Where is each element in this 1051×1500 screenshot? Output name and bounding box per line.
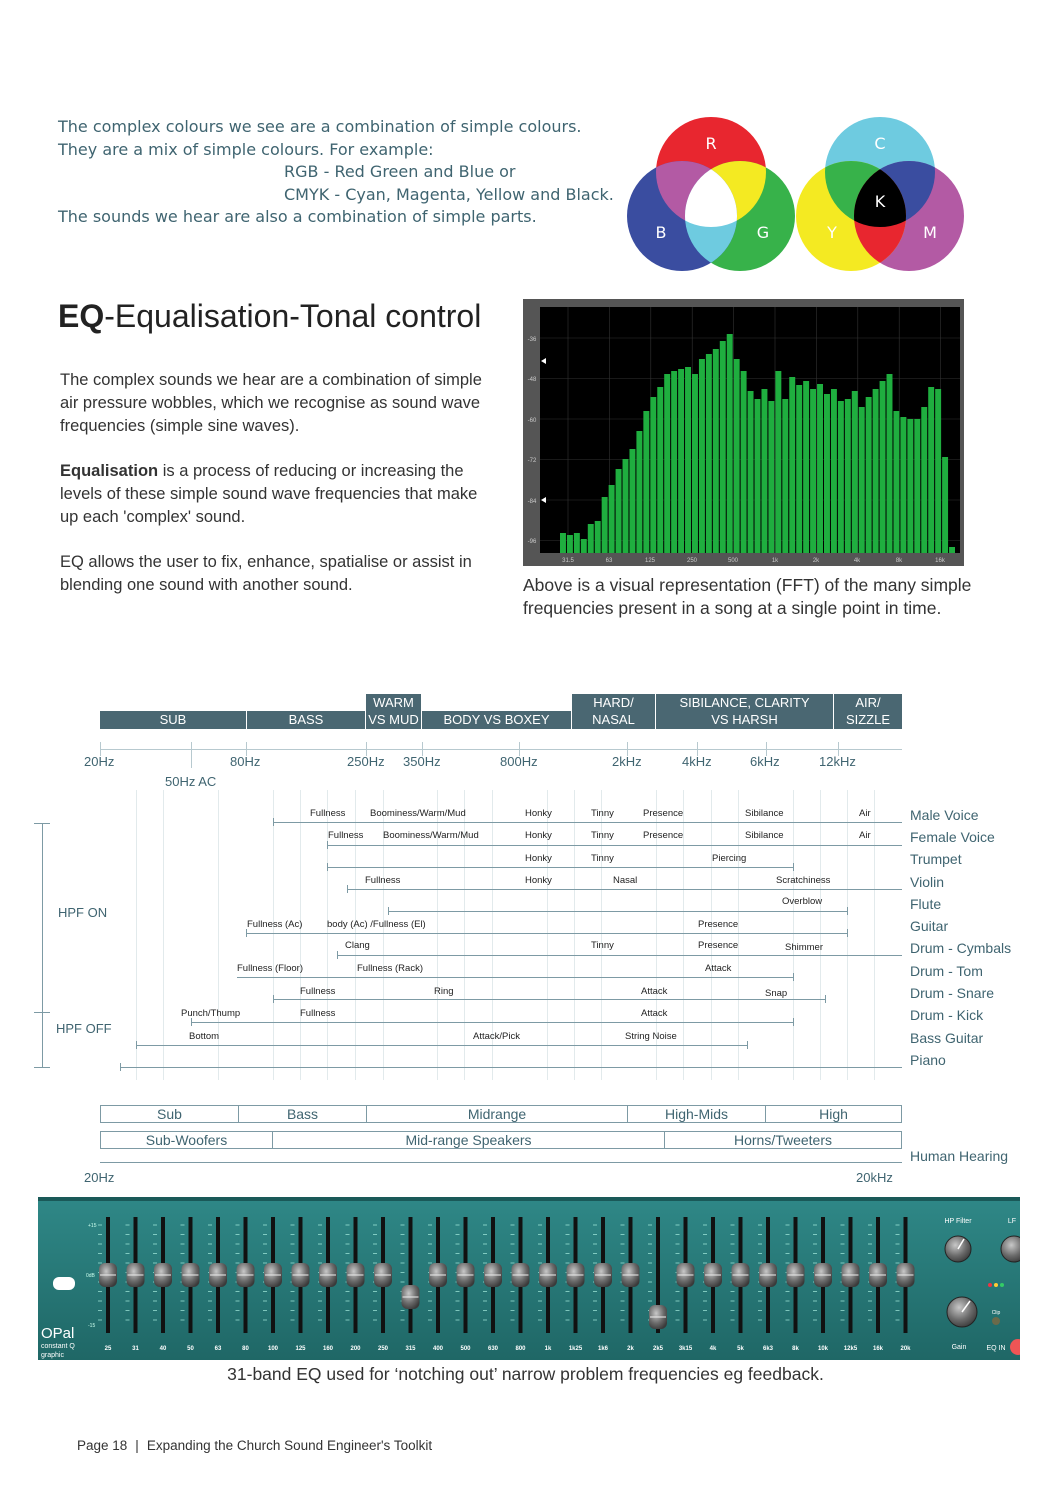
eq-band-label: 100	[267, 1346, 279, 1352]
range-bass: Bass	[239, 1106, 367, 1122]
range-high: High	[819, 1106, 848, 1122]
fft-ytick: -60	[527, 418, 537, 424]
eq-band-label: 40	[159, 1346, 167, 1352]
fft-xtick: 500	[727, 558, 739, 564]
speaker-row	[100, 1131, 902, 1149]
title-rest: -Equalisation-Tonal control	[104, 298, 482, 334]
eq-caption: 31-band EQ used for ‘notching out’ narrow problem frequencies eg feedback.	[227, 1364, 824, 1384]
hpf-on-label: HPF ON	[58, 905, 108, 920]
fft-xtick: 125	[644, 558, 656, 564]
intro-line: The complex colours we see are a combination of simple colours.	[58, 117, 582, 136]
eq-band-label: 3k15	[678, 1346, 693, 1352]
band-sibilance: SIBILANCE, CLARITY VS HARSH	[656, 694, 834, 729]
instrument-drum-tom: Drum - Tom	[910, 963, 983, 979]
speaker-horns: Horns/Tweeters	[733, 1132, 833, 1148]
speaker-mid: Mid-range Speakers	[273, 1132, 665, 1148]
range-row	[100, 1105, 902, 1123]
fft-xtick: 2k	[812, 558, 820, 564]
band-air: AIR/ SIZZLE	[834, 694, 902, 729]
eq-band-label: 630	[487, 1346, 499, 1352]
eq-band-label: 125	[295, 1346, 306, 1352]
eq-band-label: 63	[214, 1346, 222, 1352]
hpf-off-label: HPF OFF	[56, 1021, 112, 1036]
eq-band-label: 800	[515, 1346, 526, 1352]
intro-text	[58, 116, 614, 229]
svg-text:Gain: Gain	[951, 1344, 967, 1351]
eq-brand: OPal	[41, 1325, 75, 1342]
eq-unit-graphic	[38, 1197, 1020, 1360]
fft-chart	[523, 299, 964, 566]
svg-text:HP Filter: HP Filter	[944, 1218, 972, 1225]
eq-band-label: 80	[242, 1346, 249, 1352]
freq-label: 20Hz	[84, 754, 115, 769]
rgb-label-r: R	[705, 134, 717, 153]
page-footer	[77, 1438, 432, 1453]
eq-band-label: 20k	[900, 1346, 911, 1352]
band-hard: HARD/ NASAL	[572, 694, 656, 729]
svg-text:EQ IN: EQ IN	[986, 1345, 1006, 1352]
instrument-male-voice: Male Voice	[910, 807, 979, 823]
instrument-drum-cymbals: Drum - Cymbals	[910, 940, 1012, 956]
hearing-high: 20kHz	[856, 1170, 893, 1185]
svg-text:+15: +15	[88, 1223, 97, 1229]
band-body: BODY VS BOXEY	[422, 711, 572, 729]
freq-label: 80Hz	[230, 754, 261, 769]
eq-band-label: 160	[322, 1346, 334, 1352]
page-number: Page 18	[77, 1438, 128, 1453]
rgb-label-g: G	[756, 223, 770, 242]
title-bold: EQ	[58, 298, 105, 334]
eq-band-label: 4k	[709, 1346, 717, 1352]
eq-band-label: 50	[187, 1346, 194, 1352]
freq-axis	[100, 749, 902, 750]
fft-xtick: 31.5	[562, 558, 574, 564]
instrument-drum-snare: Drum - Snare	[910, 985, 995, 1001]
svg-text:constant Q: constant Q	[41, 1343, 75, 1350]
instrument-bass-guitar: Bass Guitar	[910, 1030, 984, 1046]
paragraph-2-rest: is a process of reducing or increasing the levels of these simple sound wave frequencies that make up each 'complex' sound.	[60, 462, 478, 526]
color-mixing-diagram	[626, 112, 966, 278]
eq-band-label: 16k	[872, 1346, 884, 1352]
paragraph-2-bold: Equalisation	[60, 462, 159, 480]
band-bass: BASS	[247, 711, 366, 729]
fft-xtick: 63	[605, 558, 613, 564]
footer-title: Expanding the Church Sound Engineer's Toolkit	[146, 1438, 433, 1453]
eq-band-label: 2k	[627, 1346, 634, 1352]
band-sub: SUB	[100, 711, 247, 729]
speaker-sub: Sub-Woofers	[101, 1132, 273, 1148]
fft-xtick: 4k	[853, 558, 861, 564]
instrument-female-voice: Female Voice	[910, 829, 995, 845]
hearing-low: 20Hz	[84, 1170, 115, 1185]
instrument-trumpet: Trumpet	[910, 851, 962, 867]
fft-ytick: -84	[527, 499, 537, 505]
hearing-label: Human Hearing	[910, 1148, 1009, 1164]
eq-band-label: 10k	[817, 1346, 829, 1352]
instrument-flute: Flute	[910, 896, 942, 912]
eq-band-label: 31	[132, 1346, 139, 1352]
svg-text:graphic: graphic	[41, 1352, 64, 1359]
fft-ytick: -72	[527, 458, 537, 464]
fft-ytick: -48	[527, 377, 537, 383]
intro-line: CMYK - Cyan, Magenta, Yellow and Black.	[284, 184, 614, 204]
fft-caption: Above is a visual representation (FFT) of the many simple frequencies present in a song at a single point in time.	[523, 575, 972, 618]
hearing-line	[100, 1162, 902, 1163]
intro-line: The sounds we hear are also a combination of simple parts.	[58, 207, 537, 226]
eq-band-label: 25	[104, 1346, 112, 1352]
instrument-piano: Piano	[910, 1052, 946, 1068]
eq-band-label: 8k	[792, 1346, 799, 1352]
freq-label: 12kHz	[819, 754, 856, 769]
eq-band-label: 315	[405, 1346, 416, 1352]
power-button	[53, 1277, 75, 1290]
instrument-drum-kick: Drum - Kick	[910, 1007, 984, 1023]
fft-ytick: -36	[527, 337, 537, 343]
fft-xtick: 250	[686, 558, 698, 564]
cmyk-label-k: K	[874, 192, 886, 211]
fft-xtick: 8k	[895, 558, 903, 564]
paragraph-1: The complex sounds we hear are a combination of simple air pressure wobbles, which we recognise as sound wave frequencies (simple sine waves).	[60, 371, 482, 435]
svg-text:-15: -15	[88, 1323, 96, 1329]
freq-label: 2kHz	[612, 754, 642, 769]
eq-band-label: 6k3	[762, 1346, 774, 1352]
fft-ytick: -96	[527, 539, 537, 545]
range-midrange: Midrange	[367, 1106, 628, 1122]
cmyk-label-m: M	[923, 223, 937, 242]
band-warm: WARM VS MUD	[366, 694, 422, 729]
freq-label: 4kHz	[682, 754, 712, 769]
fft-xtick: 1k	[771, 558, 779, 564]
range-sub: Sub	[101, 1106, 239, 1122]
cmyk-label-y: Y	[827, 223, 837, 242]
eq-band-label: 1k6	[597, 1346, 609, 1352]
intro-line: RGB - Red Green and Blue or	[284, 162, 516, 181]
instrument-violin: Violin	[910, 874, 944, 890]
range-high-mids: High-Mids	[628, 1106, 766, 1122]
eq-band-label: 12k5	[843, 1346, 858, 1352]
footer-separator: |	[135, 1438, 139, 1453]
eq-band-label: 400	[432, 1346, 444, 1352]
freq-label: 800Hz	[500, 754, 538, 769]
paragraph-2	[60, 460, 500, 529]
freq-label: 6kHz	[750, 754, 780, 769]
instrument-guitar: Guitar	[910, 918, 949, 934]
freq-label: 350Hz	[403, 754, 441, 769]
eq-band-label: 1k25	[568, 1346, 583, 1352]
eq-band-label: 500	[460, 1346, 471, 1352]
eq-band-label: 2k5	[652, 1346, 664, 1352]
rgb-diagram	[627, 117, 795, 271]
svg-text:Clip: Clip	[991, 1310, 1001, 1316]
eq-band-label: 250	[377, 1346, 389, 1352]
cmyk-label-c: C	[874, 134, 886, 153]
fft-xtick: 16k	[935, 558, 945, 564]
eq-band-label: 200	[350, 1346, 361, 1352]
svg-text:0dB: 0dB	[86, 1273, 95, 1279]
rgb-label-b: B	[655, 223, 667, 242]
eq-band-label: 1k	[544, 1346, 552, 1352]
page-title	[58, 298, 481, 335]
eq-unit	[38, 1197, 1020, 1360]
fft-panel	[523, 299, 964, 566]
freq-label: 50Hz AC	[165, 774, 217, 789]
eq-band-label: 5k	[737, 1346, 744, 1352]
paragraph-3: EQ allows the user to fix, enhance, spatialise or assist in blending one sound with another sound.	[60, 553, 472, 594]
svg-text:LF: LF	[1007, 1218, 1017, 1225]
intro-line: They are a mix of simple colours. For example:	[58, 139, 434, 159]
freq-label: 250Hz	[347, 754, 385, 769]
cmyk-diagram	[796, 117, 964, 271]
